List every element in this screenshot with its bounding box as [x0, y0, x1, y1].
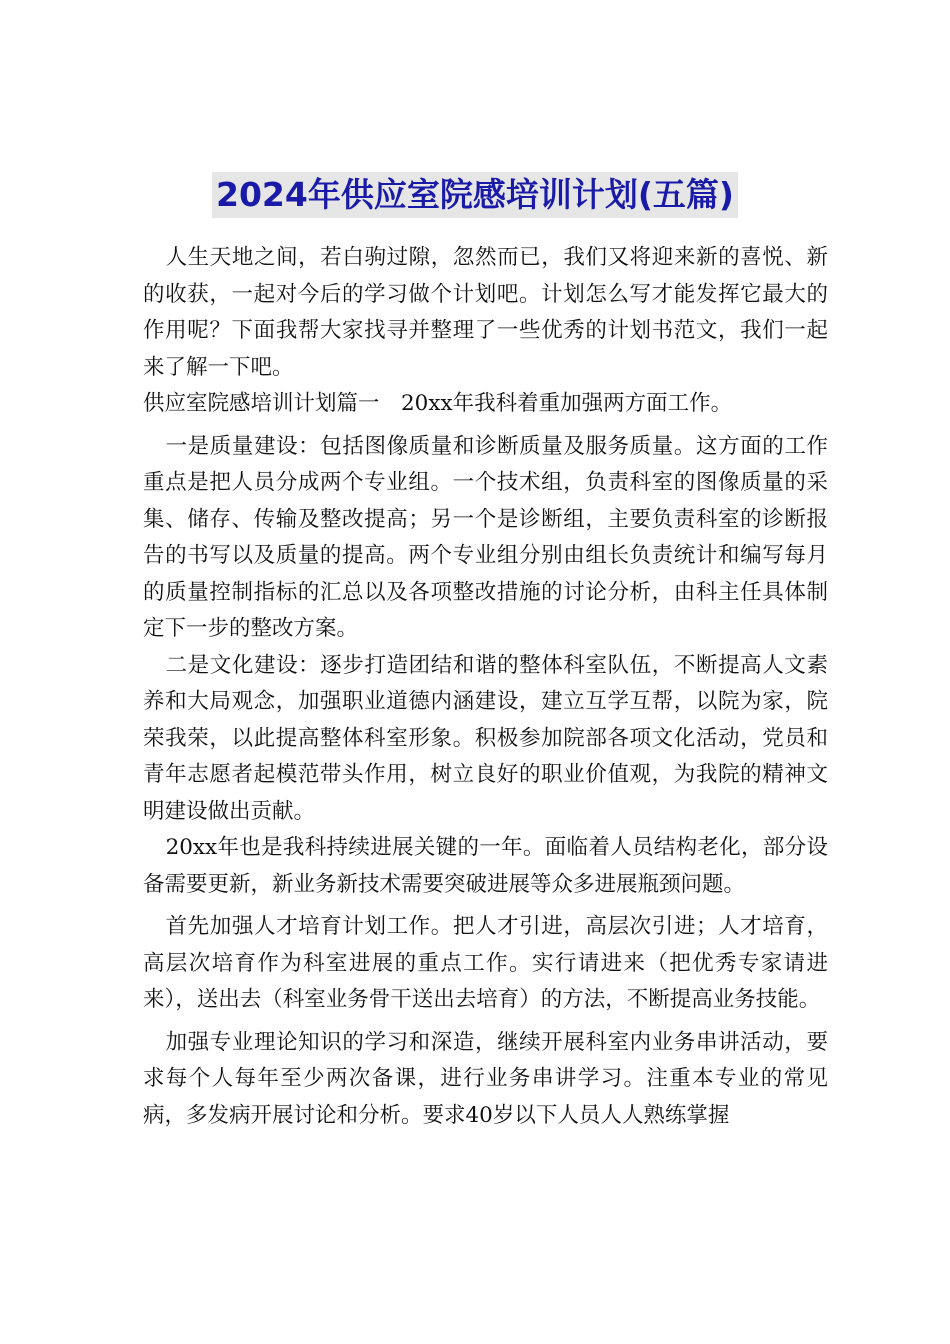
- paragraph-talent: 首先加强人才培育计划工作。把人才引进，高层次引进；人才培育，高层次培育作为科室进展的重点工作。实行请进来（把优秀专家请进来），送出去（科室业务骨干送出去培育）的方法，不断提高业务技能。: [143, 914, 828, 1012]
- paragraph-study: 加强专业理论知识的学习和深造，继续开展科室内业务串讲活动，要求每个人每年至少两次备课，进行业务串讲学习。注重本专业的常见病，多发病开展讨论和分析。要求40岁以下人员人人熟练掌握: [143, 1029, 828, 1128]
- title-container: [0, 172, 950, 218]
- document-title: 2024年供应室院感培训计划(五篇): [212, 172, 738, 218]
- paragraph-quality: 一是质量建设：包括图像质量和诊断质量及服务质量。这方面的工作重点是把人员分成两个专业组。一个技术组，负责科室的图像质量的采集、储存、传输及整改提高；另一个是诊断组，主要负责科室的诊断报告的书写以及质量的提高。两个专业组分别由组长负责统计和编写每月的质量控制指标的汇总以及各项整改措施的讨论分析，由科主任具体制定下一步的整改方案。: [143, 433, 828, 641]
- paragraph-culture: 二是文化建设：逐步打造团结和谐的整体科室队伍，不断提高人文素养和大局观念，加强职业道德内涵建设，建立互学互帮，以院为家，院荣我荣，以此提高整体科室形象。积极参加院部各项文化活动，党员和青年志愿者起模范带头作用，树立良好的职业价值观，为我院的精神文明建设做出贡献。: [143, 652, 828, 824]
- paragraph-section-heading: 供应室院感培训计划篇一 20xx年我科着重加强两方面工作。: [143, 391, 733, 416]
- paragraph-intro: 人生天地之间，若白驹过隙，忽然而已，我们又将迎来新的喜悦、新的收获，一起对今后的学习做个计划吧。计划怎么写才能发挥它最大的作用呢？下面我帮大家找寻并整理了一些优秀的计划书范文，我们一起来了解一下吧。: [143, 245, 828, 380]
- paragraph-progress: 20xx年也是我科持续进展关键的一年。面临着人员结构老化，部分设备需要更新，新业务新技术需要突破进展等众多进展瓶颈问题。: [143, 835, 828, 897]
- document-body: [143, 240, 828, 1134]
